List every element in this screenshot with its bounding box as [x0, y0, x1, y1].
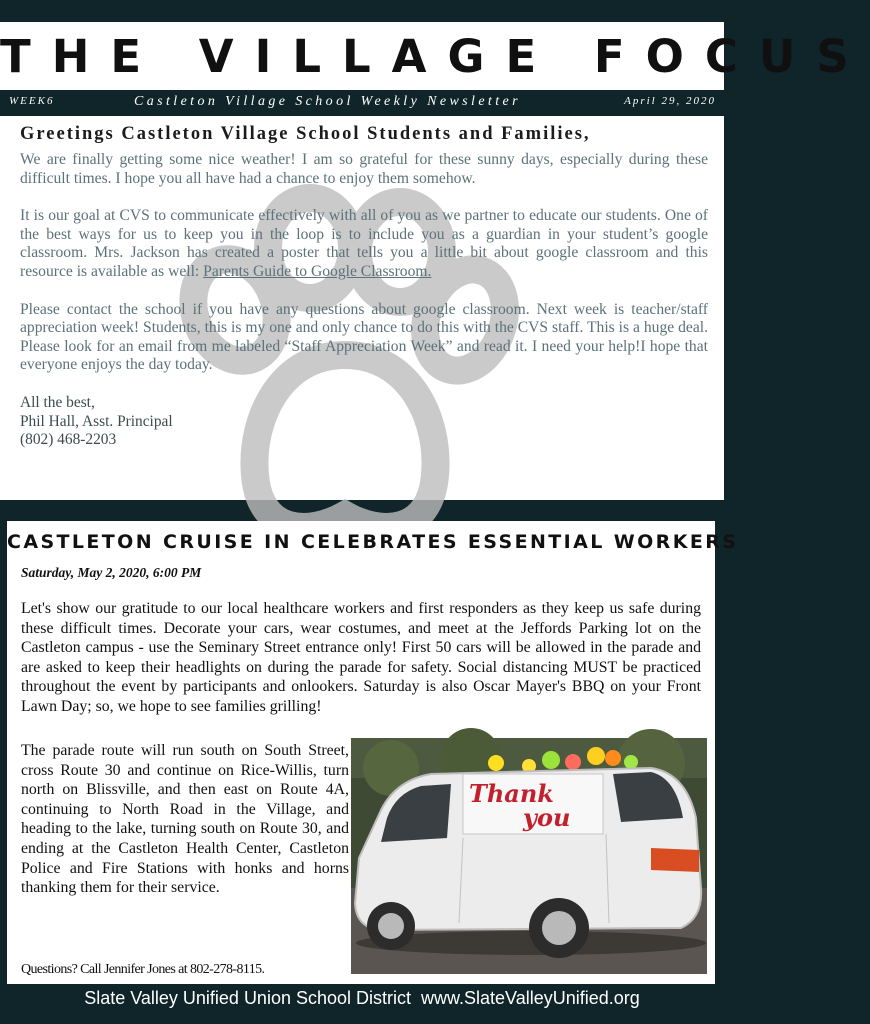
signer-name: Phil Hall, Asst. Principal	[20, 412, 173, 430]
parents-guide-link[interactable]: Parents Guide to Google Classroom.	[203, 262, 432, 280]
event-article	[7, 521, 739, 984]
masthead	[0, 22, 870, 90]
signer-phone: (802) 468-2203	[20, 431, 117, 449]
newsletter-subtitle: Castleton Village School Weekly Newsletter	[134, 94, 521, 109]
letter-paragraph	[20, 207, 708, 281]
event-title: CASTLETON CRUISE IN CELEBRATES ESSENTIAL WORKERS	[7, 531, 739, 553]
paragraph-text: It is our goal at CVS to communicate effectively with all of you as we partner to educate our students. One of the best ways for us to keep you in the loop is to include you as a guardian in your student’s google classroom. Mrs. Jackson has created a poster that tells you a little bit about google classroom and this resource is available as well:	[20, 207, 708, 280]
thank-you-van-photo	[351, 738, 707, 974]
van-illustration	[351, 738, 707, 974]
event-intro: Let's show our gratitude to our local healthcare workers and first responders as they keep us safe during these difficult times. Decorate your cars, wear costumes, and meet at the Jeffords Parking lot on the Castleton campus - use the Seminary Street entrance only! First 50 cars will be allowed in the parade and are asked to keep their headlights on during the parade for safety. Social distancing MUST be practiced throughout the event by participants and onlookers. Saturday is also Oscar Mayer's BBQ on your Front Lawn Day; so, we hope to see families grilling!	[21, 600, 701, 715]
letter-paragraph: We are finally getting some nice weather! I am so grateful for these sunny days, especially during these difficult times. I hope you all have had a chance to enjoy them somehow.	[20, 151, 708, 187]
footer	[0, 988, 724, 1009]
closing-line: All the best,	[20, 393, 95, 411]
sign-text-you: you	[523, 803, 571, 832]
sign-text-thank: Thank	[469, 779, 554, 808]
letter-paragraph: Please contact the school if you have any questions about google classroom. Next week is teacher/staff appreciation week! Students, this is my one and only chance to do this with the CVS staff. This is a huge deal. Please look for an email from me labeled “Staff Appreciation Week” and read it. I need your help!I hope that everyone enjoys the day today.	[20, 300, 708, 374]
principal-letter	[0, 116, 724, 500]
newsletter-title: THE VILLAGE FOCUS	[0, 30, 870, 83]
district-name: Slate Valley Unified Union School District	[84, 988, 411, 1008]
district-website[interactable]: www.SlateValleyUnified.org	[421, 988, 640, 1008]
event-datetime: Saturday, May 2, 2020, 6:00 PM	[21, 565, 202, 580]
letter-greeting: Greetings Castleton Village School Students and Families,	[20, 124, 591, 144]
parade-route: The parade route will run south on South Street, cross Route 30 and continue on Rice-Willis, turn north on Blissville, and then east on Route 4A, continuing to North Road in the Village, and heading to the lake, turning south on Route 30, and ending at the Castleton Health Center, Castleton Police and Fire Stations with honks and horns thanking them for their service.	[21, 742, 349, 897]
issue-date: April 29, 2020	[624, 95, 716, 107]
letter-signoff	[20, 394, 708, 450]
week-label: WEEK6	[9, 95, 55, 107]
contact-line: Questions? Call Jennifer Jones at 802-278-8115.	[21, 962, 265, 977]
info-bar	[0, 92, 724, 112]
